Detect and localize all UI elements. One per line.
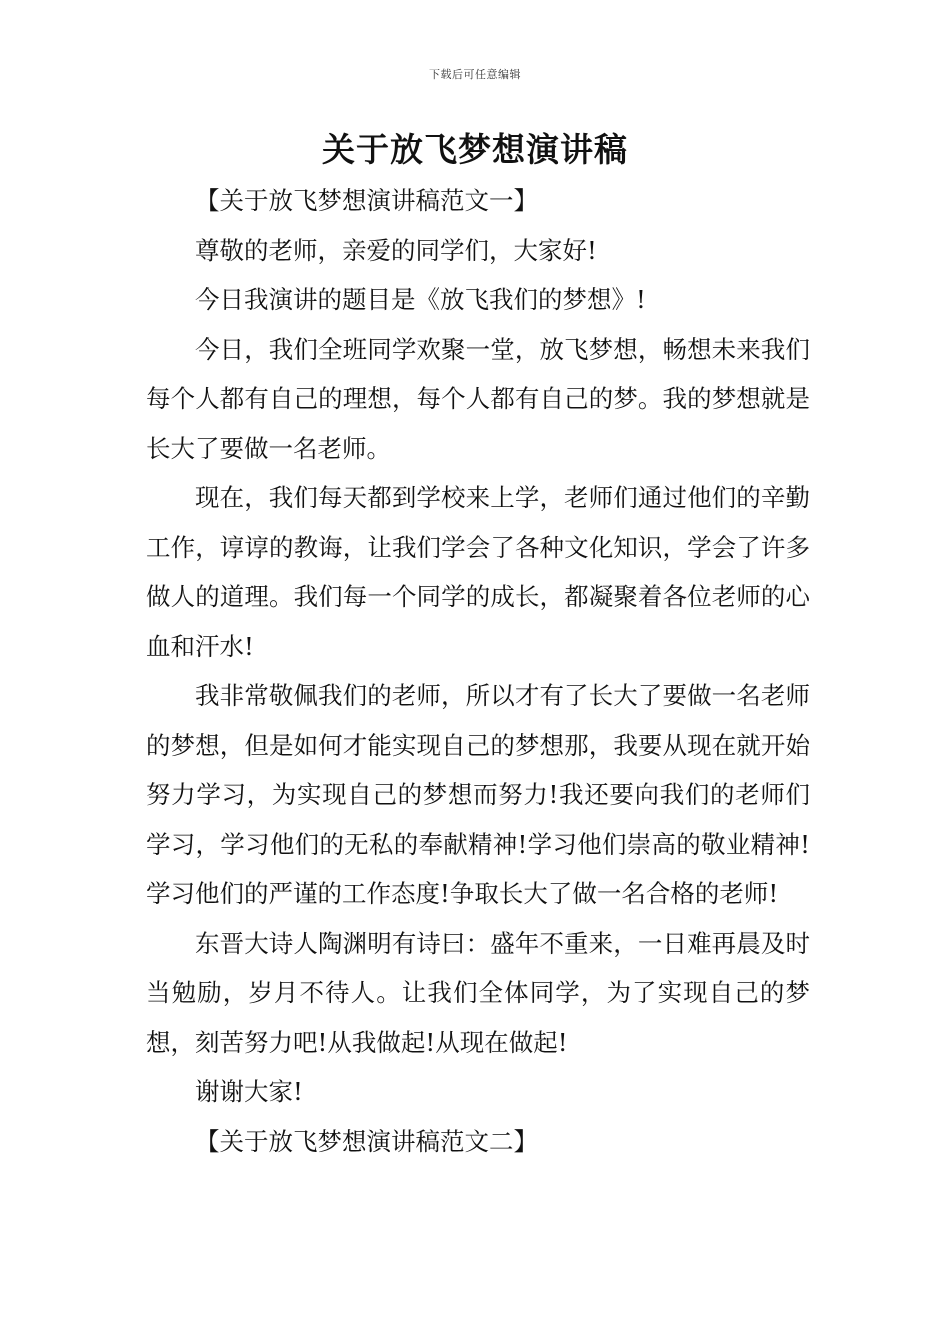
paragraph-teachers: 现在，我们每天都到学校来上学，老师们通过他们的辛勤工作，谆谆的教诲，让我们学会了各种文化知识，学会了许多做人的道理。我们每一个同学的成长，都凝聚着各位老师的心血和汗水! bbox=[146, 483, 810, 661]
paragraph-greeting: 尊敬的老师，亲爱的同学们，大家好! bbox=[195, 235, 597, 265]
document-body bbox=[146, 176, 810, 1166]
paragraph-dream: 今日，我们全班同学欢聚一堂，放飞梦想，畅想未来我们每个人都有自己的理想，每个人都有自己的梦。我的梦想就是长大了要做一名老师。 bbox=[146, 334, 810, 463]
paragraph-admiration: 我非常敬佩我们的老师，所以才有了长大了要做一名老师的梦想，但是如何才能实现自己的梦想那，我要从现在就开始努力学习，为实现自己的梦想而努力!我还要向我们的老师们学习，学习他们的无私的奉献精神!学习他们崇高的敬业精神!学习他们的严谨的工作态度!争取长大了做一名合格的老师! bbox=[146, 681, 810, 908]
paragraph-poem: 东晋大诗人陶渊明有诗曰：盛年不重来，一日难再晨及时当勉励，岁月不待人。让我们全体同学，为了实现自己的梦想，刻苦努力吧!从我做起!从现在做起! bbox=[146, 928, 810, 1057]
paragraph-topic: 今日我演讲的题目是《放飞我们的梦想》! bbox=[195, 285, 646, 314]
section-heading-1: 【关于放飞梦想演讲稿范文一】 bbox=[195, 186, 538, 215]
header-note: 下载后可任意编辑 bbox=[429, 68, 521, 81]
section-heading-2: 【关于放飞梦想演讲稿范文二】 bbox=[195, 1126, 538, 1156]
paragraph-thanks: 谢谢大家! bbox=[195, 1077, 303, 1106]
document-title: 关于放飞梦想演讲稿 bbox=[322, 130, 628, 169]
